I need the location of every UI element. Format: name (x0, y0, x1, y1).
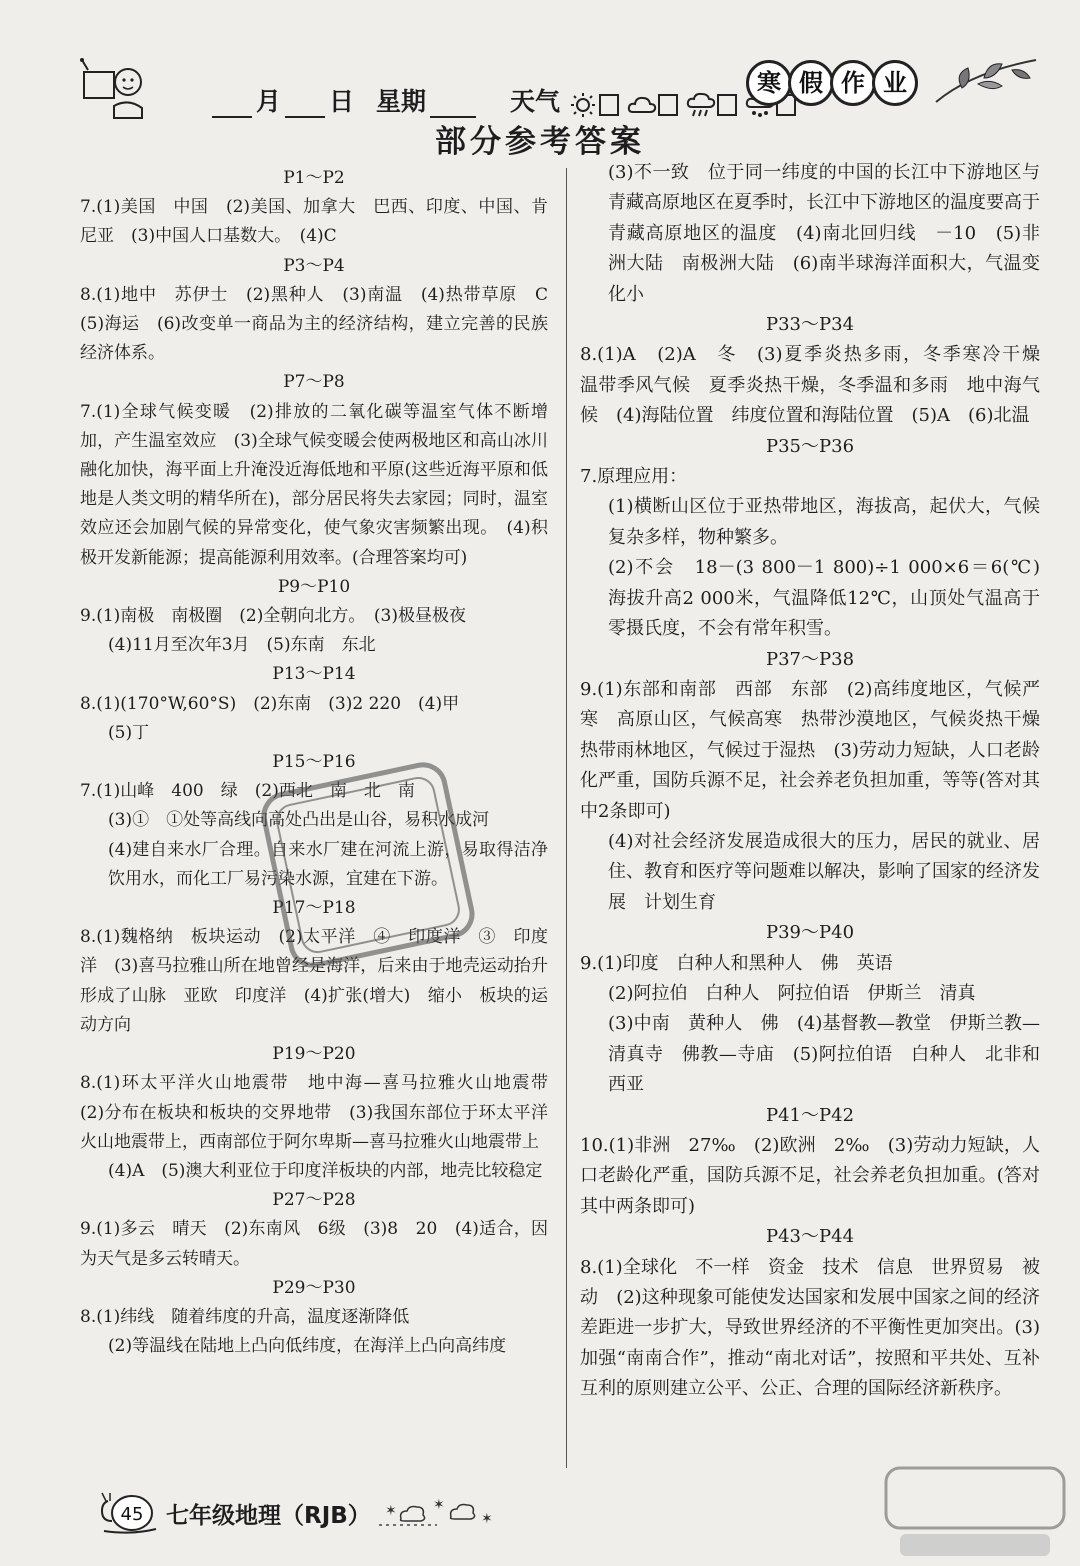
library-stamp (239, 739, 498, 990)
cloudy-checkbox (658, 94, 678, 116)
page-range-heading: P19～P20 (272, 1044, 356, 1065)
answer-paragraph: (4)A (5)澳大利亚位于印度洋板块的内部，地壳比较稳定 (108, 1160, 543, 1181)
weekday-label: 星期 (376, 87, 427, 116)
answer-paragraph: 9.(1)南极 南极圈 (2)全朝向北方。 (3)极昼极夜 (80, 606, 466, 627)
page-range-heading: P7～P8 (283, 372, 345, 393)
child-drawing-icon (78, 58, 148, 120)
weather-label: 天气 (510, 87, 561, 116)
month-blank (212, 86, 252, 118)
month-label: 月 (256, 87, 282, 116)
weekday-blank (430, 86, 476, 118)
answer-paragraph: 8.(1)环太平洋火山地震带 地中海—喜马拉雅火山地震带 (2)分布在板块和板块的交界地带 (3)我国东部位于环太平洋火山地震带上，西南部位于阿尔卑斯—喜马拉雅火山地震带上 (80, 1073, 565, 1152)
rain-checkbox (717, 94, 737, 116)
badge-char-2: 假 (788, 60, 834, 106)
date-weather-row (208, 78, 796, 118)
page-range-heading: P1～P2 (283, 168, 345, 188)
page-range-heading: P13～P14 (272, 664, 356, 685)
badge-char-3: 作 (830, 60, 876, 106)
answer-paragraph: (2)不会 18－(3 800－1 800)÷1 000×6＝6(℃) 海拔升高2 000米，气温降低12℃，山顶处气温高于零摄氏度，不会有常年积雪。 (608, 557, 1058, 640)
svg-text:✶: ✶ (480, 1511, 493, 1527)
leaf-decoration-icon (932, 52, 1042, 112)
answer-paragraph: (4)11月至次年3月 (5)东南 东北 (108, 635, 376, 656)
rain-option (686, 92, 737, 118)
page-range-heading: P41～P42 (765, 1104, 855, 1126)
answer-paragraph: 9.(1)多云 晴天 (2)东南风 6级 (3)8 20 (4)适合，因为天气是多云转晴天。 (80, 1219, 548, 1269)
answer-paragraph: 7.原理应用： (580, 466, 688, 488)
answer-paragraph: (4)对社会经济发展造成很大的压力，居民的就业、居住、教育和医疗等问题难以解决，影响了国家的经济发展 计划生育 (608, 830, 1040, 913)
watermark-logo (880, 1462, 1070, 1562)
page-range-heading: P27～P28 (272, 1190, 356, 1211)
page-header (78, 52, 1038, 124)
svg-text:✶: ✶ (432, 1497, 445, 1513)
page-range-heading: P17～P18 (272, 898, 356, 919)
cloudy-option (627, 92, 678, 118)
cloud-icon (627, 92, 657, 118)
badge-char-4: 业 (872, 60, 918, 106)
page-footer (96, 1488, 517, 1538)
answer-paragraph: 8.(1)魏格纳 板块运动 (2)太平洋 ④ 印度洋 ③ 印度洋 (3)喜马拉雅山所在地曾经是海洋，后来由于地壳运动抬升形成了山脉 亚欧 印度洋 (4)扩张(增大) 缩小 板块的运动方向 (80, 927, 548, 1035)
answer-paragraph: (1)横断山区位于亚热带地区，海拔高，起伏大，气候复杂多样，物种繁多。 (608, 496, 1040, 548)
answer-paragraph: (5)丁 (108, 722, 150, 743)
answer-paragraph: 10.(1)非洲 27‰ (2)欧洲 2‰ (3)劳动力短缺，人口老龄化严重，国防兵源不足，社会养老负担加重。(答对其中两条即可) (580, 1135, 1040, 1217)
day-label: 日 (329, 87, 355, 116)
page-title: 部分参考答案 (435, 124, 645, 160)
answer-paragraph: 7.(1)全球气候变暖 (2)排放的二氧化碳等温室气体不断增加，产生温室效应 (3)全球气候变暖会使两极地区和高山冰川融化加快，海平面上升淹没近海低地和平原(这些近海平原和低地是人类文明的精华所在)，部分居民将失去家园；同时，温室效应还会加剧气候的异常变化，使气象灾害频繁出现。 (4)积极开发新能源；提高能源利用效率。(合理答案均可) (80, 401, 548, 568)
answer-paragraph: 9.(1)印度 白种人和黑种人 佛 英语 (580, 952, 893, 974)
sunny-checkbox (599, 94, 619, 116)
answer-paragraph: 9.(1)东部和南部 西部 东部 (2)高纬度地区，气候严寒 高原山区，气候高寒 热带沙漠地区，气候炎热干燥 热带雨林地区，气候过于湿热 (3)劳动力短缺，人口老龄化严重，国防兵源不足，社会养老负担加重，等等(答对其中2条即可) (580, 678, 1058, 822)
answer-paragraph: 7.(1)山峰 400 绿 (2)西北 南 北 南 (80, 781, 415, 802)
answer-paragraph: 8.(1)(170°W,60°S) (2)东南 (3)2 220 (4)甲 (80, 693, 460, 714)
badge-char-1: 寒 (746, 60, 792, 106)
winter-homework-badge (746, 60, 914, 106)
answer-paragraph: 8.(1)A (2)A 冬 (3)夏季炎热多雨，冬季寒冷干燥 温带季风气候 夏季炎热干燥，冬季温和多雨 地中海气候 (4)海陆位置 纬度位置和海陆位置 (5)A (6)北温 (580, 344, 1058, 427)
sunny-option (568, 92, 619, 118)
page-range-heading: P39～P40 (765, 922, 855, 944)
page-range-heading: P9～P10 (277, 576, 351, 597)
answer-paragraph: (4)建自来水厂合理。自来水厂建在河流上游，易取得洁净饮用水，而化工厂易污染水源，宜建在下游。 (108, 839, 548, 889)
page-range-heading: P35～P36 (765, 435, 855, 457)
sun-icon (568, 92, 598, 118)
left-answer-column (80, 164, 565, 1361)
page-range-heading: P37～P38 (765, 648, 855, 670)
answer-paragraph: 8.(1)全球化 不一样 资金 技术 信息 世界贸易 被动 (2)这种现象可能使发达国家和发展中国家之间的经济差距进一步扩大，导致世界经济的不平衡性更加突出。(3)加强“南南合作”，推动“南北对话”，按照和平共处、互补互利的原则建立公平、公正、合理的国际经济新秩序。 (580, 1256, 1040, 1400)
page-range-heading: P33～P34 (765, 314, 855, 336)
cloud-dots-decoration-icon (377, 1493, 517, 1533)
day-blank (285, 86, 325, 118)
page-range-heading: P3～P4 (283, 255, 345, 276)
answer-paragraph: (3)中南 黄种人 佛 (4)基督教—教堂 伊斯兰教—清真寺 佛教—寺庙 (5)阿拉伯语 白种人 北非和西亚 (608, 1013, 1040, 1096)
answer-paragraph: 8.(1)地中 苏伊士 (2)黑种人 (3)南温 (4)热带草原 C (5)海运 (6)改变单一商品为主的经济结构，建立完善的民族经济体系。 (80, 284, 565, 364)
subject-label: 七年级地理（RJB） (166, 1502, 371, 1529)
column-divider (566, 168, 567, 1468)
svg-text:✶: ✶ (384, 1503, 397, 1519)
answer-paragraph: (2)阿拉伯 白种人 阿拉伯语 伊斯兰 清真 (608, 982, 976, 1004)
snail-page-number-icon (96, 1491, 160, 1535)
answer-paragraph: 7.(1)美国 中国 (2)美国、加拿大 巴西、印度、中国、肯尼亚 (3)中国人口基数大。 (4)C (80, 197, 548, 247)
page-range-heading: P43～P44 (765, 1226, 855, 1248)
page-range-heading: P15～P16 (272, 752, 356, 773)
answer-paragraph: (3)不一致 位于同一纬度的中国的长江中下游地区与青藏高原地区在夏季时，长江中下游地区的温度要高于青藏高原地区的温度 (4)南北回归线 －10 (5)非洲大陆 南极洲大陆 (6)南半球海洋面积大，气温变化小 (608, 162, 1040, 305)
answer-paragraph: 8.(1)纬线 随着纬度的升高，温度逐渐降低 (80, 1306, 410, 1327)
right-answer-column (580, 158, 1058, 1405)
answer-paragraph: (3)① ①处等高线向高处凸出是山谷，易积水成河 (108, 810, 490, 831)
answer-paragraph: (2)等温线在陆地上凸向低纬度，在海洋上凸向高纬度 (108, 1336, 507, 1357)
page-number: 45 (120, 1504, 144, 1525)
page-range-heading: P29～P30 (272, 1277, 356, 1298)
rain-icon (686, 92, 716, 118)
